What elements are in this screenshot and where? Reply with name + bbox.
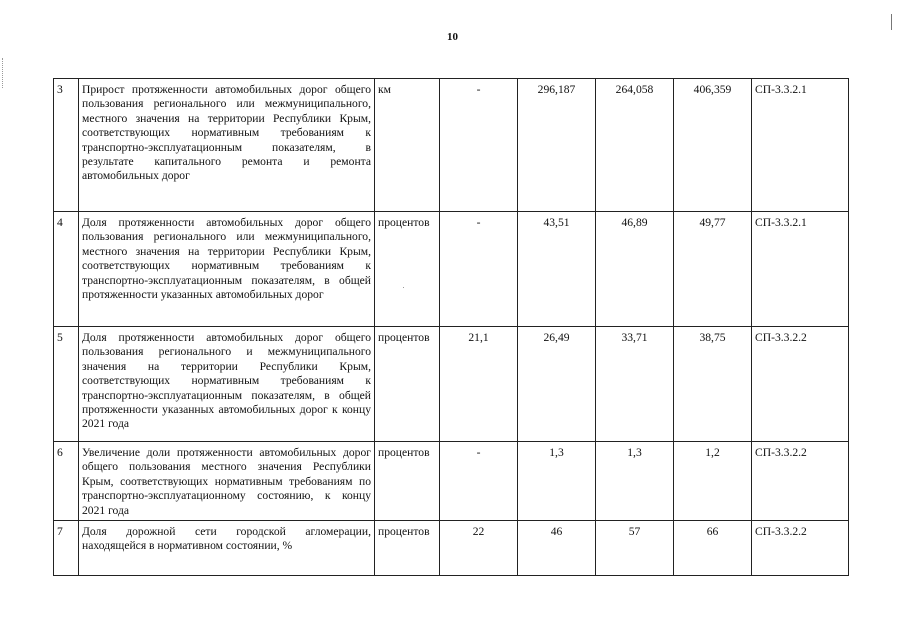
row-number: 6 [54, 442, 79, 521]
unit-cell: процентов [375, 212, 440, 327]
table-row [54, 79, 849, 212]
base-value-cell: 22 [440, 521, 518, 576]
value-cell-1: 43,51 [518, 212, 596, 327]
table-row [54, 442, 849, 521]
code-cell: СП-3.3.2.2 [752, 442, 849, 521]
row-number: 7 [54, 521, 79, 576]
value-cell-3: 1,2 [674, 442, 752, 521]
unit-cell: км [375, 79, 440, 212]
table-row [54, 212, 849, 327]
indicators-table [53, 78, 849, 576]
indicator-description: Прирост протяженности автомобильных дорог общего пользования региональногo или межмуниципального, местного значения на территории Республики Крым, соответствующих нормативным требованиям к транспортно-эксплуатационным показателям, в результате капитального ремонта и ремонта автомобильных дорог [79, 79, 375, 212]
value-cell-3: 406,359 [674, 79, 752, 212]
value-cell-2: 1,3 [596, 442, 674, 521]
value-cell-3: 38,75 [674, 327, 752, 442]
table-row [54, 327, 849, 442]
value-cell-1: 296,187 [518, 79, 596, 212]
unit-cell: процентов [375, 521, 440, 576]
value-cell-2: 46,89 [596, 212, 674, 327]
unit-cell: процентов [375, 327, 440, 442]
base-value-cell: - [440, 212, 518, 327]
value-cell-2: 264,058 [596, 79, 674, 212]
code-cell: СП-3.3.2.2 [752, 521, 849, 576]
table-row [54, 521, 849, 576]
code-cell: СП-3.3.2.1 [752, 212, 849, 327]
value-cell-2: 57 [596, 521, 674, 576]
indicator-description: Доля дорожной сети городской агломерации, находящейся в нормативном состоянии, % [79, 521, 375, 576]
value-cell-1: 46 [518, 521, 596, 576]
value-cell-2: 33,71 [596, 327, 674, 442]
unit-cell: процентов [375, 442, 440, 521]
value-cell-3: 66 [674, 521, 752, 576]
value-cell-1: 26,49 [518, 327, 596, 442]
row-number: 4 [54, 212, 79, 327]
scan-edge-mark [2, 58, 9, 88]
page-number: 10 [447, 31, 458, 43]
indicator-description: Доля протяженности автомобильных дорог общего пользования регионального и межмуниципального значения на территории Республики Крым, соответствующих нормативным требованиям к транспортно-эксплуатационным показателям, в общей протяженности указанных автомобильных дорог к концу 2021 года [79, 327, 375, 442]
base-value-cell: - [440, 442, 518, 521]
value-cell-3: 49,77 [674, 212, 752, 327]
code-cell: СП-3.3.2.2 [752, 327, 849, 442]
base-value-cell: - [440, 79, 518, 212]
row-number: 3 [54, 79, 79, 212]
row-number: 5 [54, 327, 79, 442]
scan-edge-line [891, 14, 892, 30]
base-value-cell: 21,1 [440, 327, 518, 442]
indicator-description: Увеличение доли протяженности автомобильных дорог общего пользования местного значения Республики Крым, соответствующих нормативным требованиям по транспортно-эксплуатационному состоянию, к концу 2021 года [79, 442, 375, 521]
indicator-description: Доля протяженности автомобильных дорог общего пользования регионального или межмуниципального, местного значения на территории Республики Крым, соответствующих нормативным требованиям к транспортно-эксплуатационным показателям, в общей протяженности указанных автомобильных дорог [79, 212, 375, 327]
code-cell: СП-3.3.2.1 [752, 79, 849, 212]
value-cell-1: 1,3 [518, 442, 596, 521]
